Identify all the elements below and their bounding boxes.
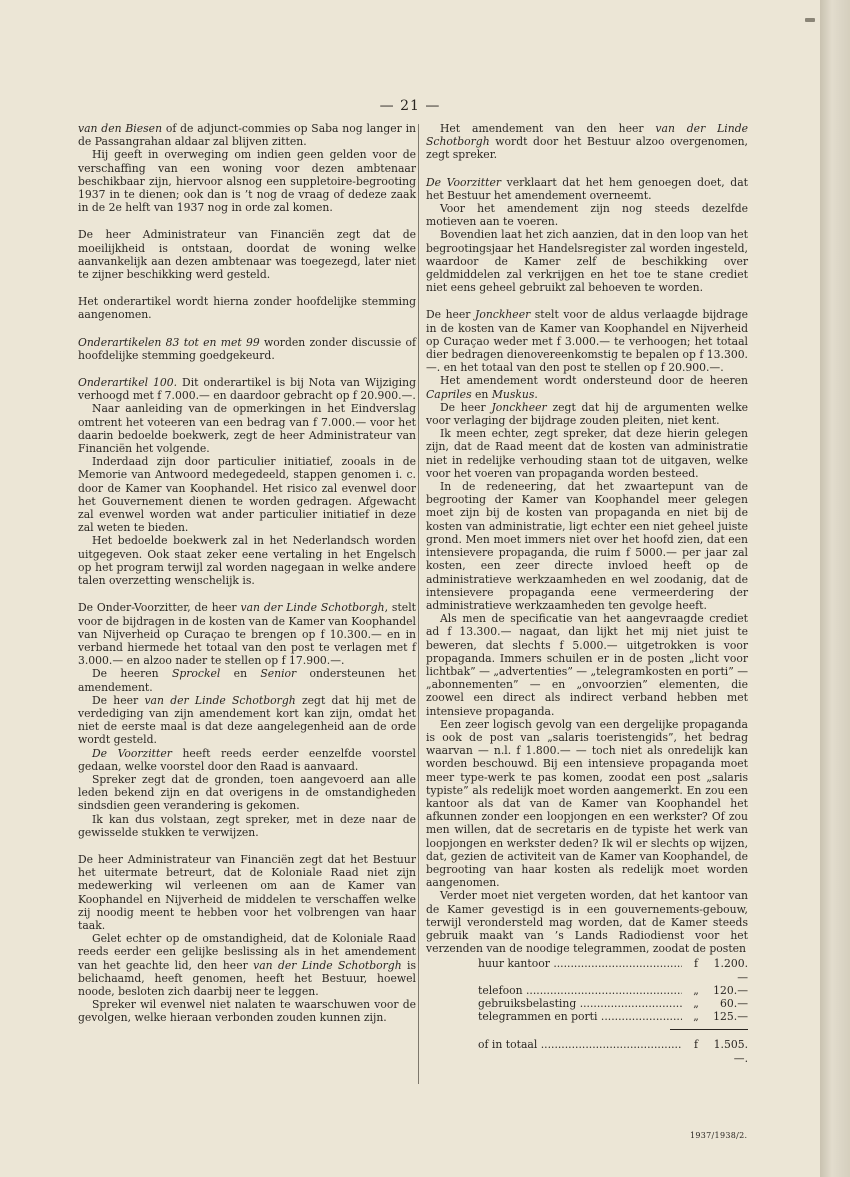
- paragraph: [426, 889, 748, 955]
- emphasized-name: Muskus: [491, 387, 535, 401]
- paragraph-text: verklaart dat het hem genoegen doet, dat het Bestuur het amendement overneemt.: [426, 175, 748, 202]
- paragraph-text: , stelt voor de bijdragen in de kosten van de Kamer van Koophandel van Nijverheid op Curaçao te brengen op f 10.300.— en in verband hiermede het totaal van den post te verlagen met f 3.000.— en alzoo nader te stellen op f 17.900.—.: [78, 601, 416, 668]
- paragraph-text: Naar aanleiding van de opmerkingen in het Eindverslag omtrent het voteeren van een bedrag van f 7.000.— voor het daarin bedoelde boekwerk, zegt de heer Administrateur van Financiën het volgende.: [78, 402, 416, 456]
- paragraph: [426, 718, 748, 890]
- paragraph: [78, 455, 416, 534]
- cost-label: telegrammen en porti .....: [478, 1010, 682, 1023]
- paragraph: [78, 853, 416, 932]
- paragraph-text: Dit onderartikel is bij Nota van Wijziging verhoogd met f 7.000.— en daardoor gebracht op f 20.900.—.: [78, 376, 416, 403]
- emphasized-name: Onderartikelen 83 tot en met 99: [78, 335, 260, 349]
- paragraph-text: stelt voor de aldus verlaagde bijdrage in de kosten van de Kamer van Koophandel en Nijverheid op Curaçao weder met f 3.000.— te verhoogen; het totaal dier bedragen dienovereenkomstig te bepalen op f 13.300.—. en het totaal van den post te stellen op f 20.900.—.: [426, 308, 748, 375]
- paragraph-text: De heer Administrateur van Financiën zegt dat het Bestuur het uitermate betreurt, dat de Koloniale Raad niet zijn medewerking wil verleenen om aan de Kamer van Koophandel en Nijverheid de middelen te verschaffen welke zij noodig meent te hebben voor het volbrengen van haar taak.: [78, 852, 416, 932]
- paragraph-text: ondersteunen het amendement.: [78, 667, 416, 694]
- sum-line: [670, 1029, 748, 1030]
- page-edge: [820, 0, 850, 1177]
- staple-mark: [805, 18, 815, 22]
- emphasized-name: Sprockel: [171, 667, 221, 681]
- page-number: — 21 —: [379, 98, 441, 114]
- paragraph: [78, 601, 416, 667]
- emphasized-name: van der Linde Schotborgh: [240, 601, 385, 615]
- cost-row: [478, 984, 748, 997]
- paragraph: [78, 694, 416, 747]
- paragraph-text: .: [534, 387, 538, 401]
- paragraph-text: Een zeer logisch gevolg van een dergelijke propaganda is ook de post van „salaris toeristengids”, het bedrag waarvan — n.l. f 1.800.— — toch niet als onredelijk kan worden beschouwd. Bij een intensieve propaganda moet meer type-werk te pas komen, zoodat een post „salaris typiste” als redelijk moet worden aangemerkt. En zou een kantoor als dat van de Kamer van Koophandel het afkunnen zonder een loopjongen en een werkster? Of zou men willen, dat de secretaris en de typiste het werk van loopjongen en werkster deden? Ik wil er slechts op wijzen, dat, gezien de activiteit van de Kamer van Koophandel, de begrooting van haar kosten als redelijk moet worden aangenomen.: [426, 717, 748, 890]
- paragraph: [426, 122, 748, 162]
- left-column: [78, 122, 416, 1025]
- cost-currency: f: [694, 957, 698, 971]
- emphasized-name: Jonckheer: [474, 308, 531, 322]
- paragraph: [426, 176, 748, 202]
- cost-amount: 120.—: [713, 983, 748, 997]
- cost-total-row: [478, 1038, 748, 1064]
- paragraph: [78, 295, 416, 321]
- paragraph: [426, 228, 748, 294]
- paragraph: [78, 148, 416, 214]
- paragraph-text: Ik kan dus volstaan, zegt spreker, met in deze naar de gewisselde stukken te verwijzen.: [78, 812, 416, 839]
- paragraph: [78, 667, 416, 693]
- paragraph-text: Het amendement wordt ondersteund door de heeren: [440, 374, 748, 388]
- paragraph-text: In de redeneering, dat het zwaartepunt van de begrooting der Kamer van Koophandel meer gelegen moet zijn bij de kosten van propaganda en niet bij de kosten van administratie, ligt echter een niet geheel juiste grond. Men moet immers niet over het hoofd zien, dat een intensievere propaganda, die ruim f 5000.— per jaar zal kosten, een zeer directe invloed heeft op de administratieve werkzaamheden en wel zoodanig, dat de intensievere propaganda eene vermeerdering der administratieve werkzaamheden ten gevolge heeft.: [426, 480, 748, 612]
- paragraph-text: of de adjunct-commies op Saba nog langer in de Passangrahan aldaar zal blijven zitten.: [78, 122, 416, 149]
- paragraph-text: Het amendement van den heer: [440, 122, 656, 135]
- paragraph: [78, 376, 416, 402]
- paragraph-text: De heer: [440, 400, 492, 414]
- paragraph-text: Voor het amendement zijn nog steeds dezelfde motieven aan te voeren.: [426, 202, 748, 229]
- paragraph: [78, 336, 416, 362]
- paragraph-text: Het bedoelde boekwerk zal in het Nederlandsch worden uitgegeven. Ook staat zeker eene vertaling in het Engelsch op het program terwijl zal worden nagegaan in welke andere talen overzetting wenschelijk is.: [78, 534, 416, 588]
- emphasized-name: van der Linde Schotborgh: [253, 958, 402, 972]
- paragraph-text: Bovendien laat het zich aanzien, dat in den loop van het begrootingsjaar het Handelsregister zal worden ingesteld, waardoor de Kamer zelf de beschikking over geldmiddelen zal verkrijgen en het toe te stane crediet niet eens geheel gebruikt zal behoeven te worden.: [426, 228, 748, 295]
- paragraph-text: Als men de specificatie van het aangevraagde crediet ad f 13.300.— nagaat, dan lijkt het mij niet juist te beweren, dat slechts f 5.000.— uitgetrokken is voor propaganda. Immers schuilen er in de posten „licht voor lichtbak” — „advertenties” — „telegramkosten en porti” — „abonnementen” — en „onvoorzien” elementen, die zoowel een direct als indirect verband hebben met intensieve propaganda.: [426, 612, 748, 718]
- emphasized-name: van der Linde Schotborgh: [426, 122, 748, 149]
- cost-label: huur kantoor .....: [478, 957, 682, 983]
- cost-table: [426, 957, 748, 1064]
- cost-amount: 1.200.—: [713, 957, 748, 984]
- paragraph-text: Spreker wil evenwel niet nalaten te waarschuwen voor de gevolgen, welke hieraan verbonden zouden kunnen zijn.: [78, 998, 416, 1025]
- cost-currency: „: [693, 1010, 699, 1024]
- paragraph: [426, 308, 748, 374]
- cost-amount: 60.—: [720, 997, 748, 1010]
- paragraph-text: Ik meen echter, zegt spreker, dat deze hierin gelegen zijn, dat de Raad meent dat de kosten van administratie niet in redelijke verhouding staan tot de uitgaven, welke voor het voeren van propaganda worden besteed.: [426, 427, 748, 480]
- paragraph-text: Spreker zegt dat de gronden, toen aangevoerd aan alle leden bekend zijn en dat overigens in de omstandigheden sindsdien geen verandering is gekomen.: [78, 772, 416, 813]
- cost-rows: [478, 957, 748, 1023]
- paragraph: [78, 813, 416, 839]
- paragraph: [78, 998, 416, 1024]
- paragraph: [426, 427, 748, 480]
- paragraph: [78, 534, 416, 587]
- paragraph-text: en: [220, 667, 261, 681]
- emphasized-name: De Voorzitter: [426, 175, 502, 189]
- cost-row: [478, 1010, 748, 1023]
- paragraph-text: Hij geeft in overweging om indien geen gelden voor de verschaffing van een woning voor dezen ambtenaar beschikbaar zijn, hiervoor alsnog een suppletoire-begrooting 1937 in te dienen; ook dan is ’t nog de vraag of dedeze zaak in de 2e helft van 1937 nog in orde zal komen.: [78, 148, 416, 215]
- paragraph-text: zegt dat hij de argumenten welke voor verlaging der bijdrage zouden pleiten, niet kent.: [426, 400, 748, 428]
- paragraph-text: De Onder-Voorzitter, de heer: [78, 601, 241, 615]
- paragraph-text: Het onderartikel wordt hierna zonder hoofdelijke stemming aangenomen.: [78, 295, 416, 322]
- cost-amount: 125.—: [713, 1010, 748, 1024]
- paragraph: [78, 747, 416, 773]
- emphasized-name: Jonckheer: [491, 400, 547, 414]
- cost-total-currency: f: [694, 1038, 698, 1052]
- paragraph-text: is belichaamd, heeft genomen, heeft het Bestuur, hoewel noode, besloten zich daarbij neer te leggen.: [78, 958, 416, 998]
- paragraph: [426, 202, 748, 228]
- emphasized-name: van den Biesen: [78, 122, 163, 135]
- emphasized-name: Onderartikel 100.: [78, 376, 178, 390]
- paragraph: [426, 401, 748, 427]
- paragraph: [78, 228, 416, 281]
- right-column: [426, 122, 748, 1065]
- paragraph: [426, 374, 748, 400]
- paragraph-text: De heer: [92, 693, 145, 707]
- paragraph: [78, 932, 416, 998]
- cost-total-label: of in totaal .....: [478, 1038, 682, 1064]
- cost-total-amount: 1.505.—.: [713, 1038, 748, 1065]
- paragraph-text: De heer Administrateur van Financiën zegt dat de moeilijkheid is ontstaan, doordat de woning welke aanvankelijk aan dezen ambtenaar was toegezegd, later niet te zijner beschikking werd gesteld.: [78, 228, 416, 282]
- paragraph-text: wordt door het Bestuur alzoo overgenomen, zegt spreker.: [426, 135, 748, 162]
- cost-currency: „: [693, 983, 699, 997]
- cost-label: telefoon .....: [478, 984, 682, 997]
- paragraph-text: De heer: [426, 308, 475, 322]
- paragraph-text: en: [471, 387, 492, 401]
- emphasized-name: van der Linde Schotborgh: [144, 693, 296, 707]
- emphasized-name: De Voorzitter: [92, 746, 172, 760]
- cost-currency: „: [693, 997, 699, 1010]
- paragraph: [78, 122, 416, 148]
- paragraph-text: De heeren: [92, 667, 172, 681]
- emphasized-name: Capriles: [426, 387, 472, 401]
- paragraph-text: zegt dat hij met de verdediging van zijn amendement kort kan zijn, omdat het niet de eerste maal is dat deze aangelegenheid aan de orde wordt gesteld.: [78, 693, 417, 747]
- paragraph-text: Inderdaad zijn door particulier initiatief, zooals in de Memorie van Antwoord medegedeeld, stappen genomen i. c. door de Kamer van Koophandel. Het risico zal evenwel door het Gouvernement dienen te worden gedragen. Afgewacht zal evenwel worden wat ander particulier initiatief in deze zal weten te bieden.: [78, 455, 416, 535]
- column-divider: [418, 124, 419, 1084]
- paragraph: [78, 402, 416, 455]
- paragraph: [78, 773, 416, 813]
- paragraph: [426, 612, 748, 718]
- cost-label: gebruiksbelasting .....: [478, 997, 682, 1010]
- paragraph: [426, 480, 748, 612]
- cost-row: [478, 997, 748, 1010]
- cost-row: [478, 957, 748, 983]
- paragraph-text: worden zonder discussie of hoofdelijke stemming goedgekeurd.: [78, 335, 416, 362]
- paragraph-text: heeft reeds eerder eenzelfde voorstel gedaan, welke voorstel door den Raad is aanvaard.: [78, 746, 416, 773]
- paragraph-text: Verder moet niet vergeten worden, dat het kantoor van de Kamer gevestigd is in een gouvernements-gebouw, terwijl verondersteld mag worden, dat de Kamer steeds gebruik maakt van ’s Lands Radiodienst voor het verzenden van de noodige telegrammen, zoodat de posten: [426, 889, 748, 956]
- right-column-paragraphs: [426, 122, 748, 955]
- print-code: 1937/1938/2.: [690, 1131, 748, 1140]
- paragraph-text: Gelet echter op de omstandigheid, dat de Koloniale Raad reeds eerder een gelijke beslissing als in het amendement van het geachte lid, den heer: [78, 932, 416, 972]
- emphasized-name: Senior: [260, 667, 297, 681]
